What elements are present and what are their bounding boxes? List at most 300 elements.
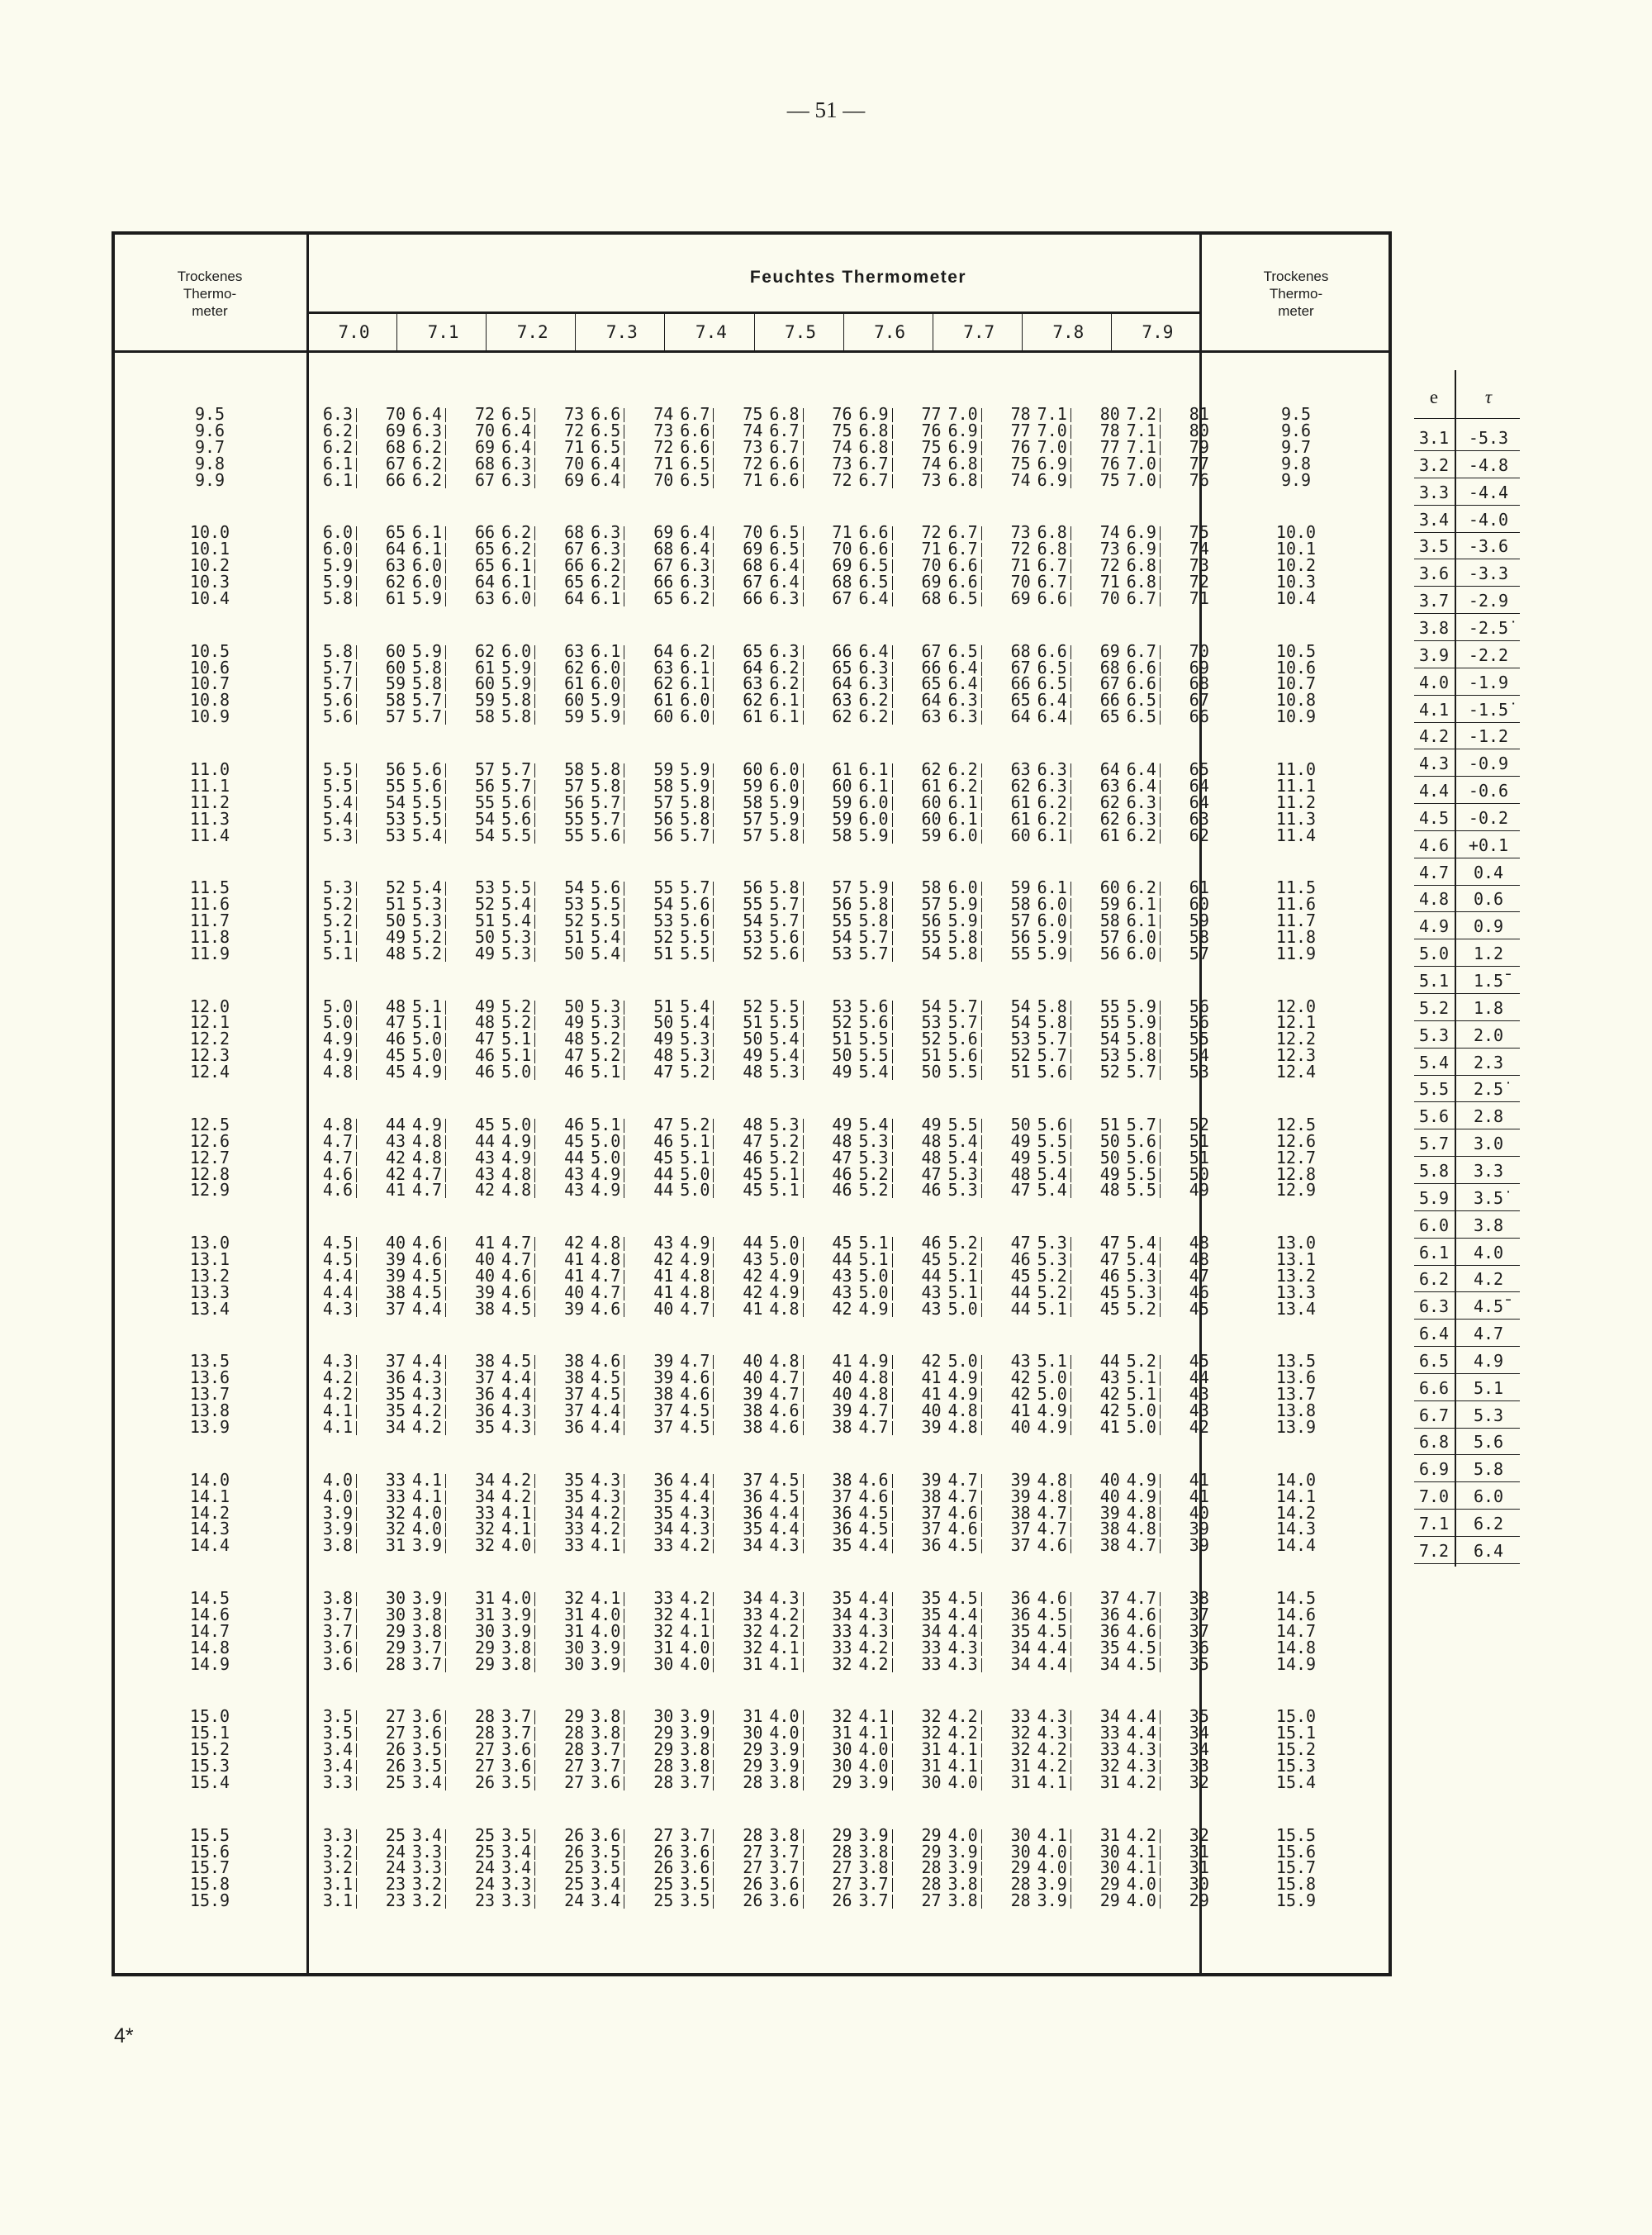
table-cell [1110,777,1220,794]
relative-humidity-value: 26 [475,1771,496,1792]
dry-bulb-value-right: 11.3 [1275,808,1317,829]
cell-separator [892,1253,893,1267]
relative-humidity-value: 32 [385,1502,406,1523]
cell-separator [713,408,714,422]
cell-separator [892,915,893,929]
cell-separator [534,1523,535,1537]
cell-separator [1070,592,1071,606]
table-cell [1110,1535,1220,1556]
cell-separator [534,1184,535,1198]
relative-humidity-value: 56 [1099,943,1120,963]
cell-separator [1160,915,1161,929]
vapor-pressure-value: 3.9 [591,1637,621,1657]
vapor-pressure-value: 3.8 [680,1739,710,1760]
relative-humidity-value: 68 [653,539,674,559]
vapor-pressure-value: 3.7 [858,1890,889,1911]
side-row-rule [1414,613,1520,614]
relative-humidity-value: 45 [385,1062,406,1082]
table-cell [1110,406,1220,422]
vapor-pressure-value: 4.4 [858,1588,889,1608]
vapor-pressure-value: 5.4 [1126,1249,1156,1269]
relative-humidity-value: 28 [475,1723,496,1743]
cell-separator [981,1372,982,1386]
relative-humidity-value: 33 [653,1588,674,1608]
vapor-pressure-value: 6.5 [591,420,621,440]
cell-separator [534,1727,535,1741]
relative-humidity-value: 61 [921,775,942,796]
relative-humidity-value: 74 [1010,469,1031,490]
vapor-pressure-value: 4.4 [322,1265,353,1286]
vapor-pressure-value: 5.8 [947,943,978,963]
relative-humidity-value: 48 [475,1012,496,1033]
vapor-pressure-value: 4.9 [769,1265,800,1286]
cell-separator [803,559,804,573]
relative-humidity-value: 59 [475,690,496,711]
cell-separator [1070,1878,1071,1892]
relative-humidity-value: 30 [1099,1841,1120,1862]
cell-separator [1070,711,1071,725]
dry-bulb-value-left: 13.8 [189,1400,230,1421]
dry-bulb-value-right: 11.9 [1275,943,1317,963]
relative-humidity-value: 39 [1189,1535,1209,1556]
vapor-pressure-value: 6.6 [1037,640,1067,661]
relative-humidity-value: 50 [1189,1163,1209,1184]
vapor-pressure-value: 3.3 [501,1874,532,1895]
cell-separator [1070,1237,1071,1251]
vapor-pressure-value: 5.7 [858,926,889,947]
cell-separator [713,1829,714,1843]
relative-humidity-value: 47 [653,1114,674,1134]
relative-humidity-value: 51 [1189,1147,1209,1167]
dry-bulb-value-right: 13.2 [1275,1265,1317,1286]
vapor-pressure-value: 5.3 [1037,1233,1067,1253]
relative-humidity-value: 74 [1099,522,1120,543]
relative-humidity-value: 34 [1099,1706,1120,1727]
relative-humidity-value: 34 [475,1486,496,1506]
cell-separator [356,948,357,962]
relative-humidity-value: 72 [921,522,942,543]
cell-separator [713,1237,714,1251]
cell-separator [534,1776,535,1790]
relative-humidity-value: 81 [1189,404,1209,424]
cell-separator [356,898,357,912]
relative-humidity-value: 74 [832,436,852,457]
cell-separator [1070,882,1071,896]
relative-humidity-value: 75 [1189,522,1209,543]
vapor-pressure-value: 5.9 [947,911,978,930]
cell-separator [1070,1253,1071,1267]
side-tau-value: 5.6 [1473,1432,1504,1453]
cell-separator [356,1421,357,1435]
vapor-pressure-value: 5.8 [1126,1029,1156,1049]
vapor-pressure-value: 4.3 [947,1637,978,1657]
vapor-pressure-value: 6.6 [947,572,978,592]
relative-humidity-value: 35 [653,1502,674,1523]
cell-separator [892,1152,893,1166]
relative-humidity-value: 34 [1010,1653,1031,1674]
vapor-pressure-value: 5.8 [591,775,621,796]
cell-separator [713,1710,714,1724]
vapor-pressure-value: 5.9 [322,555,353,576]
relative-humidity-value: 41 [653,1282,674,1302]
cell-separator [1070,1523,1071,1537]
relative-humidity-value: 45 [385,1045,406,1066]
vapor-pressure-value: 6.2 [1037,808,1067,829]
cell-separator [713,1303,714,1317]
relative-humidity-value: 56 [1010,926,1031,947]
cell-separator [534,763,535,777]
cell-separator [534,678,535,692]
vapor-pressure-value: 5.5 [680,926,710,947]
vapor-pressure-value: 6.3 [1126,792,1156,812]
cell-separator [534,1237,535,1251]
cell-separator [803,576,804,590]
vapor-pressure-value: 5.6 [591,877,621,898]
vapor-pressure-value: 5.2 [947,1233,978,1253]
vapor-pressure-value: 5.2 [501,996,532,1016]
cell-separator [892,1372,893,1386]
cell-separator [803,1405,804,1419]
relative-humidity-value: 31 [1010,1756,1031,1776]
relative-humidity-value: 51 [1010,1062,1031,1082]
relative-humidity-value: 68 [1010,640,1031,661]
cell-separator [981,678,982,692]
cell-separator [1070,1421,1071,1435]
cell-separator [1070,1625,1071,1639]
vapor-pressure-value: 3.2 [322,1857,353,1878]
relative-humidity-value: 46 [1189,1282,1209,1302]
relative-humidity-value: 78 [1010,404,1031,424]
relative-humidity-value: 47 [921,1163,942,1184]
relative-humidity-value: 54 [475,808,496,829]
vapor-pressure-value: 5.0 [858,1265,889,1286]
relative-humidity-value: 31 [832,1723,852,1743]
cell-separator [534,1152,535,1166]
relative-humidity-value: 77 [1189,453,1209,473]
table-cell [1110,758,1220,779]
relative-humidity-value: 38 [475,1298,496,1319]
relative-humidity-value: 25 [475,1841,496,1862]
vapor-pressure-value: 5.7 [680,825,710,845]
vapor-pressure-value: 4.9 [1126,1469,1156,1490]
vapor-pressure-value: 5.3 [769,1062,800,1082]
cell-separator [981,763,982,777]
vapor-pressure-value: 5.5 [411,792,443,812]
vapor-pressure-value: 6.7 [769,436,800,457]
side-row-rule [1414,911,1520,912]
vapor-pressure-value: 4.2 [1037,1756,1067,1776]
relative-humidity-value: 57 [1189,943,1209,963]
cell-separator [1160,458,1161,472]
vapor-pressure-value: 4.1 [501,1502,532,1523]
side-tau-value: 2.8 [1473,1106,1504,1127]
side-tau-value: 2.5̇ [1473,1079,1504,1100]
relative-humidity-value: 28 [475,1706,496,1727]
cell-separator [534,543,535,557]
relative-humidity-value: 49 [832,1062,852,1082]
vapor-pressure-value: 4.9 [501,1130,532,1151]
dry-bulb-value-right: 9.7 [1280,436,1312,457]
relative-humidity-value: 46 [564,1062,585,1082]
vapor-pressure-value: 3.4 [501,1857,532,1878]
vapor-pressure-value: 4.1 [769,1653,800,1674]
relative-humidity-value: 50 [475,926,496,947]
relative-humidity-value: 65 [832,657,852,678]
relative-humidity-value: 43 [1099,1367,1120,1388]
cell-separator [445,1033,446,1047]
vapor-pressure-value: 5.1 [680,1130,710,1151]
relative-humidity-value: 47 [564,1045,585,1066]
relative-humidity-value: 24 [385,1857,406,1878]
cell-separator [1070,1474,1071,1488]
relative-humidity-value: 42 [1099,1384,1120,1405]
table-cell [1110,708,1220,725]
vapor-pressure-value: 6.1 [858,758,889,779]
vapor-pressure-value: 5.0 [411,1045,443,1066]
cell-separator [356,1152,357,1166]
cell-separator [892,1033,893,1047]
cell-separator [445,1658,446,1672]
cell-separator [534,882,535,896]
relative-humidity-value: 29 [564,1706,585,1727]
relative-humidity-value: 41 [921,1384,942,1405]
vapor-pressure-value: 5.6 [947,1029,978,1049]
relative-humidity-value: 27 [385,1723,406,1743]
cell-separator [892,592,893,606]
vapor-pressure-value: 4.5 [769,1469,800,1490]
relative-humidity-value: 35 [564,1469,585,1490]
vapor-pressure-value: 6.0 [680,706,710,727]
vapor-pressure-value: 5.3 [858,1147,889,1167]
relative-humidity-value: 53 [1010,1029,1031,1049]
cell-separator [1070,1184,1071,1198]
cell-separator [803,1421,804,1435]
cell-separator [981,882,982,896]
relative-humidity-value: 70 [475,420,496,440]
relative-humidity-value: 46 [653,1130,674,1151]
cell-separator [713,1253,714,1267]
relative-humidity-value: 57 [385,706,406,727]
relative-humidity-value: 33 [921,1653,942,1674]
cell-separator [356,662,357,676]
cell-separator [1070,813,1071,827]
vapor-pressure-value: 4.7 [591,1265,621,1286]
table-cell [1110,1284,1220,1301]
vapor-pressure-value: 4.6 [680,1367,710,1388]
relative-humidity-value: 60 [832,775,852,796]
dry-bulb-value-left: 12.0 [189,996,230,1016]
vapor-pressure-value: 5.4 [769,1045,800,1066]
table-cell [1110,455,1220,472]
cell-separator [445,1355,446,1369]
side-e-value: 7.1 [1418,1514,1450,1534]
dry-bulb-value-right: 14.3 [1275,1519,1317,1539]
cell-separator [1160,1237,1161,1251]
cell-separator [534,1119,535,1133]
side-tau-value: 4.5̄ [1473,1296,1504,1317]
relative-humidity-value: 26 [653,1841,674,1862]
dry-bulb-value-left: 9.7 [194,436,225,457]
dry-bulb-value-right: 14.6 [1275,1604,1317,1624]
cell-separator [1070,559,1071,573]
vapor-pressure-value: 5.4 [858,1114,889,1134]
vapor-pressure-value: 6.2 [591,572,621,592]
vapor-pressure-value: 4.3 [769,1535,800,1556]
relative-humidity-value: 65 [564,572,585,592]
vapor-pressure-value: 5.1 [591,1114,621,1134]
relative-humidity-value: 31 [921,1756,942,1776]
dry-bulb-value-left: 10.9 [189,706,230,727]
dry-bulb-value-left: 11.8 [189,926,230,947]
side-e-value: 3.7 [1418,591,1450,611]
vapor-pressure-value: 6.2 [411,469,443,490]
vapor-pressure-value: 5.0 [858,1282,889,1302]
relative-humidity-value: 59 [1099,894,1120,915]
cell-separator [892,813,893,827]
cell-separator [981,1507,982,1521]
cell-separator [803,1507,804,1521]
cell-separator [1160,1184,1161,1198]
vapor-pressure-value: 3.6 [591,1824,621,1845]
relative-humidity-value: 64 [921,690,942,711]
cell-separator [356,1523,357,1537]
vapor-pressure-value: 3.8 [411,1604,443,1624]
vapor-pressure-value: 6.1 [411,539,443,559]
vapor-pressure-value: 5.6 [1126,1147,1156,1167]
vapor-pressure-value: 5.7 [591,792,621,812]
cell-separator [713,915,714,929]
cell-separator [803,1592,804,1606]
cell-separator [1160,1776,1161,1790]
vapor-pressure-value: 4.3 [680,1502,710,1523]
cell-separator [713,1776,714,1790]
cell-separator [981,1237,982,1251]
vapor-pressure-value: 4.6 [1037,1588,1067,1608]
vapor-pressure-value: 6.8 [858,436,889,457]
relative-humidity-value: 47 [475,1029,496,1049]
cell-separator [803,1609,804,1623]
cell-separator [892,1895,893,1909]
vapor-pressure-value: 6.4 [1037,690,1067,711]
dry-bulb-value-left: 13.3 [189,1282,230,1302]
vapor-pressure-value: 3.9 [858,1824,889,1845]
relative-humidity-value: 31 [1189,1841,1209,1862]
vapor-pressure-value: 4.7 [1037,1502,1067,1523]
relative-humidity-value: 43 [1010,1351,1031,1372]
vapor-pressure-value: 5.1 [411,1012,443,1033]
dry-bulb-value-left: 13.1 [189,1249,230,1269]
relative-humidity-value: 44 [385,1114,406,1134]
cell-separator [1070,780,1071,794]
dry-bulb-value-right: 15.5 [1275,1824,1317,1845]
cell-separator [1070,1710,1071,1724]
relative-humidity-value: 33 [832,1620,852,1641]
relative-humidity-value: 70 [743,522,763,543]
cell-separator [892,425,893,439]
relative-humidity-value: 40 [921,1400,942,1421]
cell-separator [1160,1253,1161,1267]
vapor-pressure-value: 6.5 [680,469,710,490]
relative-humidity-value: 38 [1189,1588,1209,1608]
dry-bulb-value-left: 13.0 [189,1233,230,1253]
relative-humidity-value: 58 [385,690,406,711]
vapor-pressure-value: 5.9 [411,640,443,661]
relative-humidity-value: 69 [921,572,942,592]
vapor-pressure-value: 3.9 [501,1604,532,1624]
cell-separator [803,898,804,912]
relative-humidity-value: 66 [1010,673,1031,694]
relative-humidity-value: 41 [921,1367,942,1388]
vapor-pressure-value: 5.9 [947,894,978,915]
side-e-value: 3.9 [1418,644,1450,665]
cell-separator [981,1642,982,1656]
cell-separator [445,543,446,557]
relative-humidity-value: 71 [1010,555,1031,576]
vapor-pressure-value: 6.5 [1126,706,1156,727]
cell-separator [445,694,446,708]
vapor-pressure-value: 5.7 [322,657,353,678]
vapor-pressure-value: 4.1 [680,1604,710,1624]
vapor-pressure-value: 6.7 [769,420,800,440]
vapor-pressure-value: 3.9 [322,1502,353,1523]
relative-humidity-value: 68 [832,572,852,592]
side-tau-value: -4.4 [1468,482,1509,502]
cell-separator [803,931,804,945]
cell-separator [981,1119,982,1133]
cell-separator [445,1491,446,1505]
vapor-pressure-value: 4.4 [1037,1653,1067,1674]
vapor-pressure-value: 6.1 [501,555,532,576]
relative-humidity-value: 48 [1010,1163,1031,1184]
vapor-pressure-value: 6.3 [1126,808,1156,829]
table-cell [1110,827,1220,844]
cell-separator [356,711,357,725]
relative-humidity-value: 42 [475,1180,496,1201]
relative-humidity-value: 42 [743,1265,763,1286]
relative-humidity-value: 32 [743,1620,763,1641]
relative-humidity-value: 28 [564,1739,585,1760]
relative-humidity-value: 64 [564,587,585,608]
vapor-pressure-value: 4.6 [680,1384,710,1405]
dry-bulb-value-left: 15.7 [189,1857,230,1878]
vapor-pressure-value: 4.4 [411,1351,443,1372]
vapor-pressure-value: 5.7 [322,673,353,694]
cell-separator [1070,408,1071,422]
vapor-pressure-value: 3.8 [947,1874,978,1895]
vapor-pressure-value: 4.6 [411,1249,443,1269]
relative-humidity-value: 65 [743,640,763,661]
vapor-pressure-value: 5.9 [769,808,800,829]
cell-separator [892,1609,893,1623]
relative-humidity-value: 41 [832,1351,852,1372]
vapor-pressure-value: 4.2 [680,1588,710,1608]
vapor-pressure-value: 3.6 [501,1756,532,1776]
relative-humidity-value: 45 [653,1147,674,1167]
relative-humidity-value: 47 [653,1062,674,1082]
cell-separator [981,662,982,676]
vapor-pressure-value: 6.4 [1126,758,1156,779]
left-header-line: Thermo- [183,286,237,302]
table-cell [1110,1116,1220,1133]
dry-bulb-value-left: 13.7 [189,1384,230,1405]
vapor-pressure-value: 5.6 [322,690,353,711]
cell-separator [534,408,535,422]
side-e-value: 6.1 [1418,1242,1450,1263]
vapor-pressure-value: 6.3 [947,706,978,727]
dry-bulb-value-right: 15.1 [1275,1723,1317,1743]
cell-separator [356,882,357,896]
vapor-pressure-value: 6.8 [947,453,978,473]
